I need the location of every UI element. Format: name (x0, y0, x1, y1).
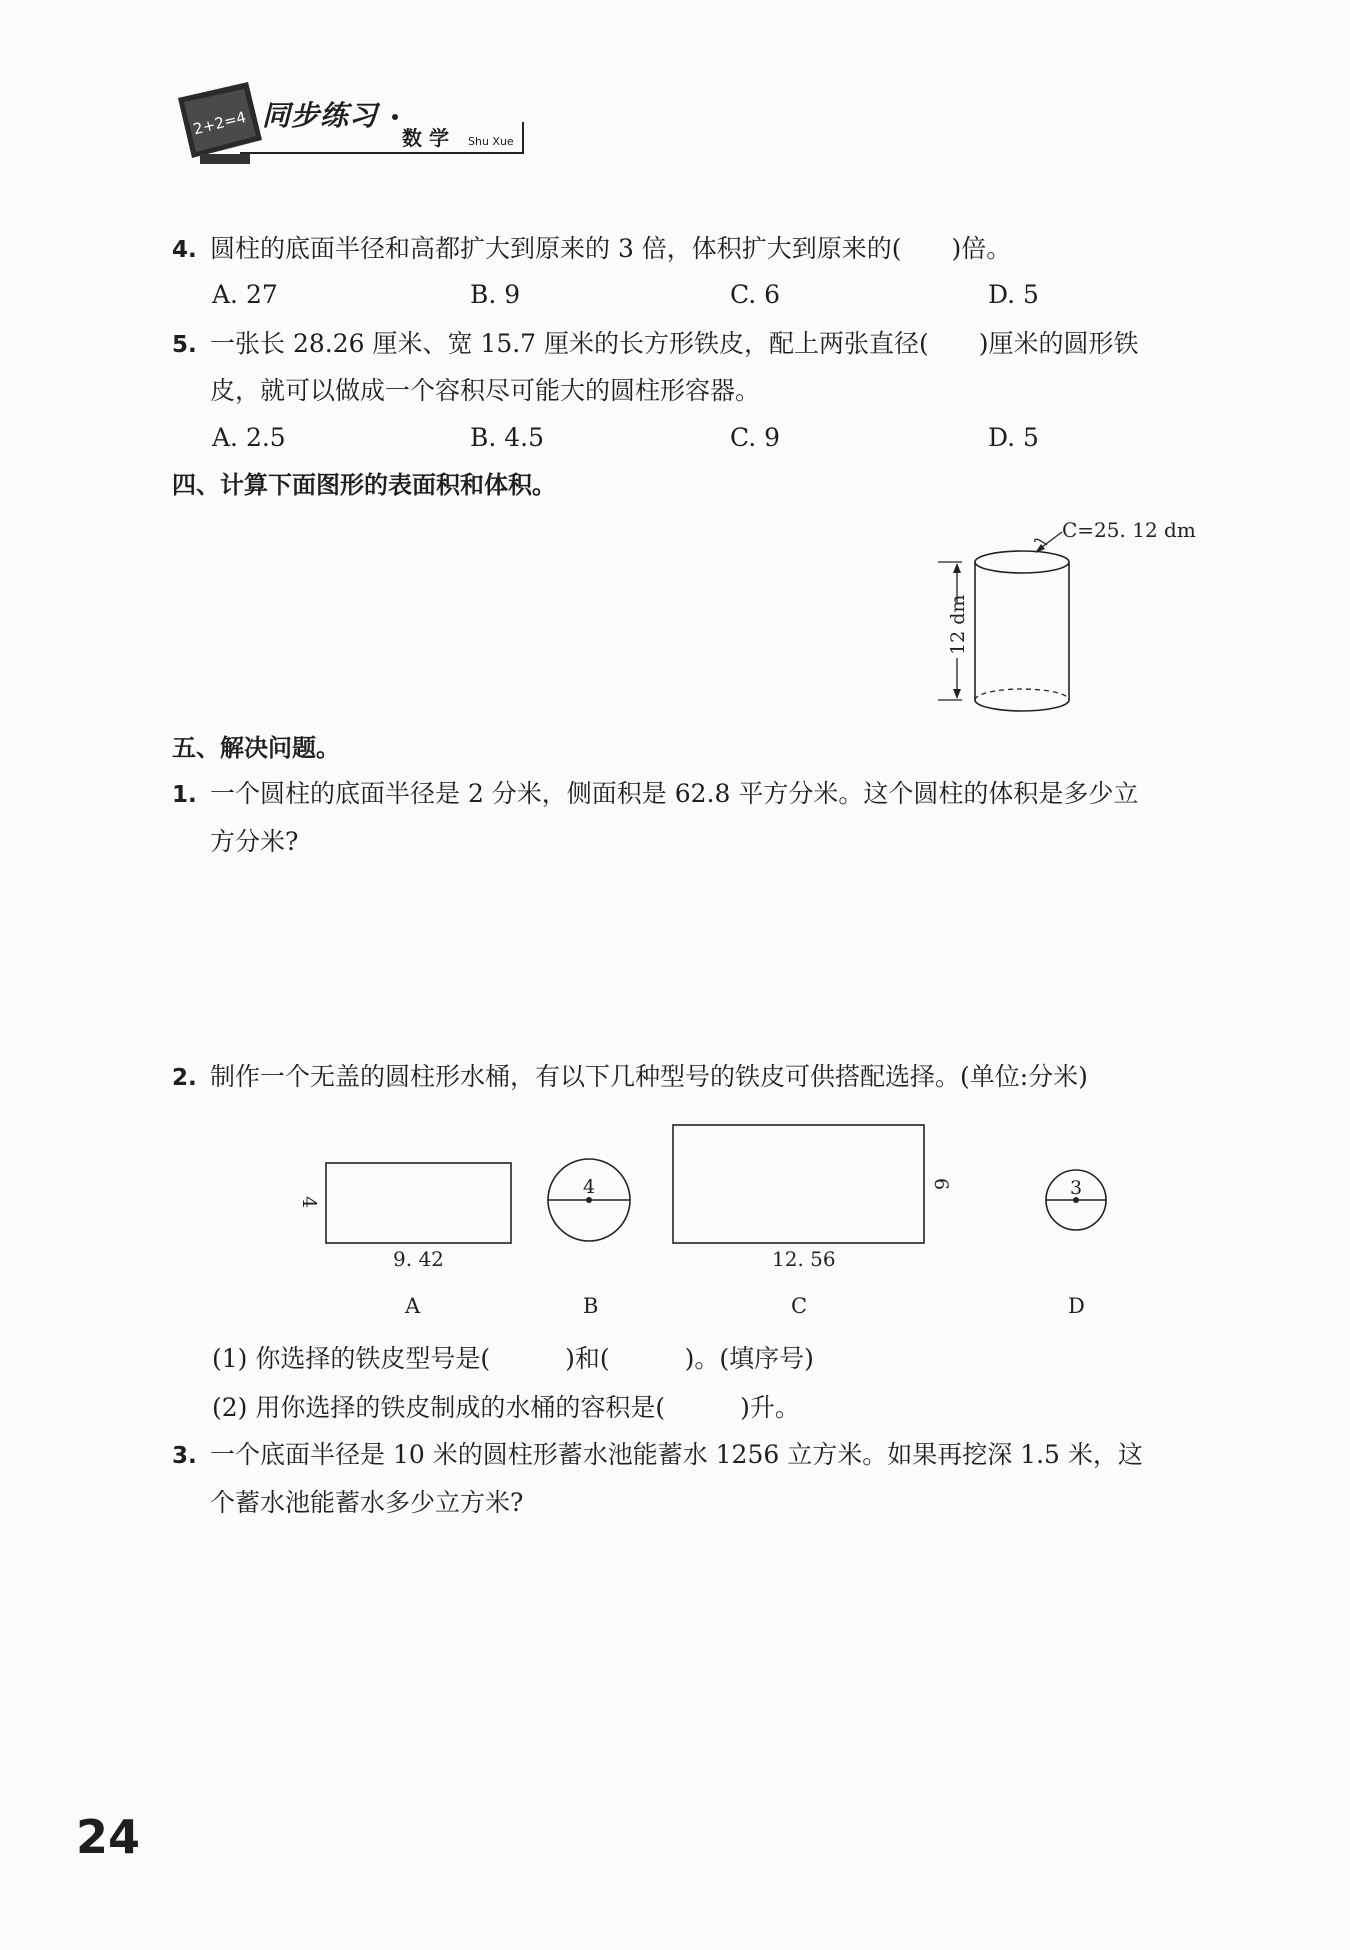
question-text-line-2: 个蓄水池能蓄水多少立方米? (210, 1488, 524, 1517)
question-number: 5. (172, 332, 197, 358)
option-d: D. 5 (988, 280, 1039, 309)
sheet-shapes-figure (290, 1115, 1140, 1325)
shape-c-rectangle (673, 1125, 924, 1243)
shape-d-letter: D (1068, 1294, 1085, 1318)
option-c: C. 9 (730, 423, 781, 452)
shape-c-letter: C (791, 1294, 808, 1318)
shape-a-width: 9. 42 (393, 1247, 444, 1271)
shape-c-width: 12. 56 (772, 1247, 836, 1271)
header-pinyin: Shu Xue (468, 135, 514, 148)
option-b: B. 9 (470, 280, 521, 309)
board-text: 2+2=4 (191, 107, 248, 139)
subquestion-2: (2) 用你选择的铁皮制成的水桶的容积是( )升。 (212, 1393, 800, 1422)
page-number: 24 (76, 1810, 141, 1864)
shape-a-rectangle (326, 1163, 511, 1243)
header-underline (240, 152, 524, 154)
cylinder-figure (920, 510, 1220, 725)
subquestion-1: (1) 你选择的铁皮型号是( )和( )。(填序号) (212, 1344, 814, 1373)
question-text: 制作一个无盖的圆柱形水桶，有以下几种型号的铁皮可供搭配选择。(单位:分米) (210, 1062, 1088, 1091)
question-text-line-1: 一个底面半径是 10 米的圆柱形蓄水池能蓄水 1256 立方米。如果再挖深 1.5 米，这 (210, 1440, 1143, 1469)
question-number: 4. (172, 237, 197, 263)
section-5-heading: 五、解决问题。 (172, 734, 340, 762)
option-b: B. 4.5 (470, 423, 545, 452)
header-title: 同步练习 (262, 99, 379, 132)
option-a: A. 2.5 (212, 423, 286, 452)
question-text-line-2: 皮，就可以做成一个容积尽可能大的圆柱形容器。 (210, 376, 761, 405)
header-banner (170, 80, 530, 170)
question-number: 1. (172, 782, 197, 808)
shape-a-letter: A (405, 1294, 421, 1318)
question-text: 圆柱的底面半径和高都扩大到原来的 3 倍，体积扩大到原来的( )倍。 (210, 234, 1012, 263)
question-number: 2. (172, 1065, 197, 1091)
header-dot (392, 114, 398, 120)
option-d: D. 5 (988, 423, 1039, 452)
height-label: 12 dm (947, 594, 969, 655)
shape-b-letter: B (583, 1294, 599, 1318)
question-number: 3. (172, 1443, 197, 1469)
shape-c-height: 6 (930, 1178, 952, 1191)
header-tick (522, 122, 524, 154)
question-text-line-2: 方分米? (210, 827, 299, 856)
shape-b-diameter: 4 (583, 1176, 596, 1198)
option-c: C. 6 (730, 280, 781, 309)
section-4-heading: 四、计算下面图形的表面积和体积。 (172, 471, 556, 499)
shape-d-diameter: 3 (1070, 1177, 1083, 1199)
header-subject: 数 学 (402, 126, 449, 150)
option-a: A. 27 (212, 280, 278, 309)
question-text-line-1: 一张长 28.26 厘米、宽 15.7 厘米的长方形铁皮，配上两张直径( )厘米的圆形铁 (210, 329, 1139, 358)
shape-a-height: 4 (298, 1196, 320, 1209)
blackboard-icon (170, 80, 270, 170)
circumference-label: C=25. 12 dm (1062, 518, 1196, 542)
question-text-line-1: 一个圆柱的底面半径是 2 分米，侧面积是 62.8 平方分米。这个圆柱的体积是多少立 (210, 779, 1139, 808)
